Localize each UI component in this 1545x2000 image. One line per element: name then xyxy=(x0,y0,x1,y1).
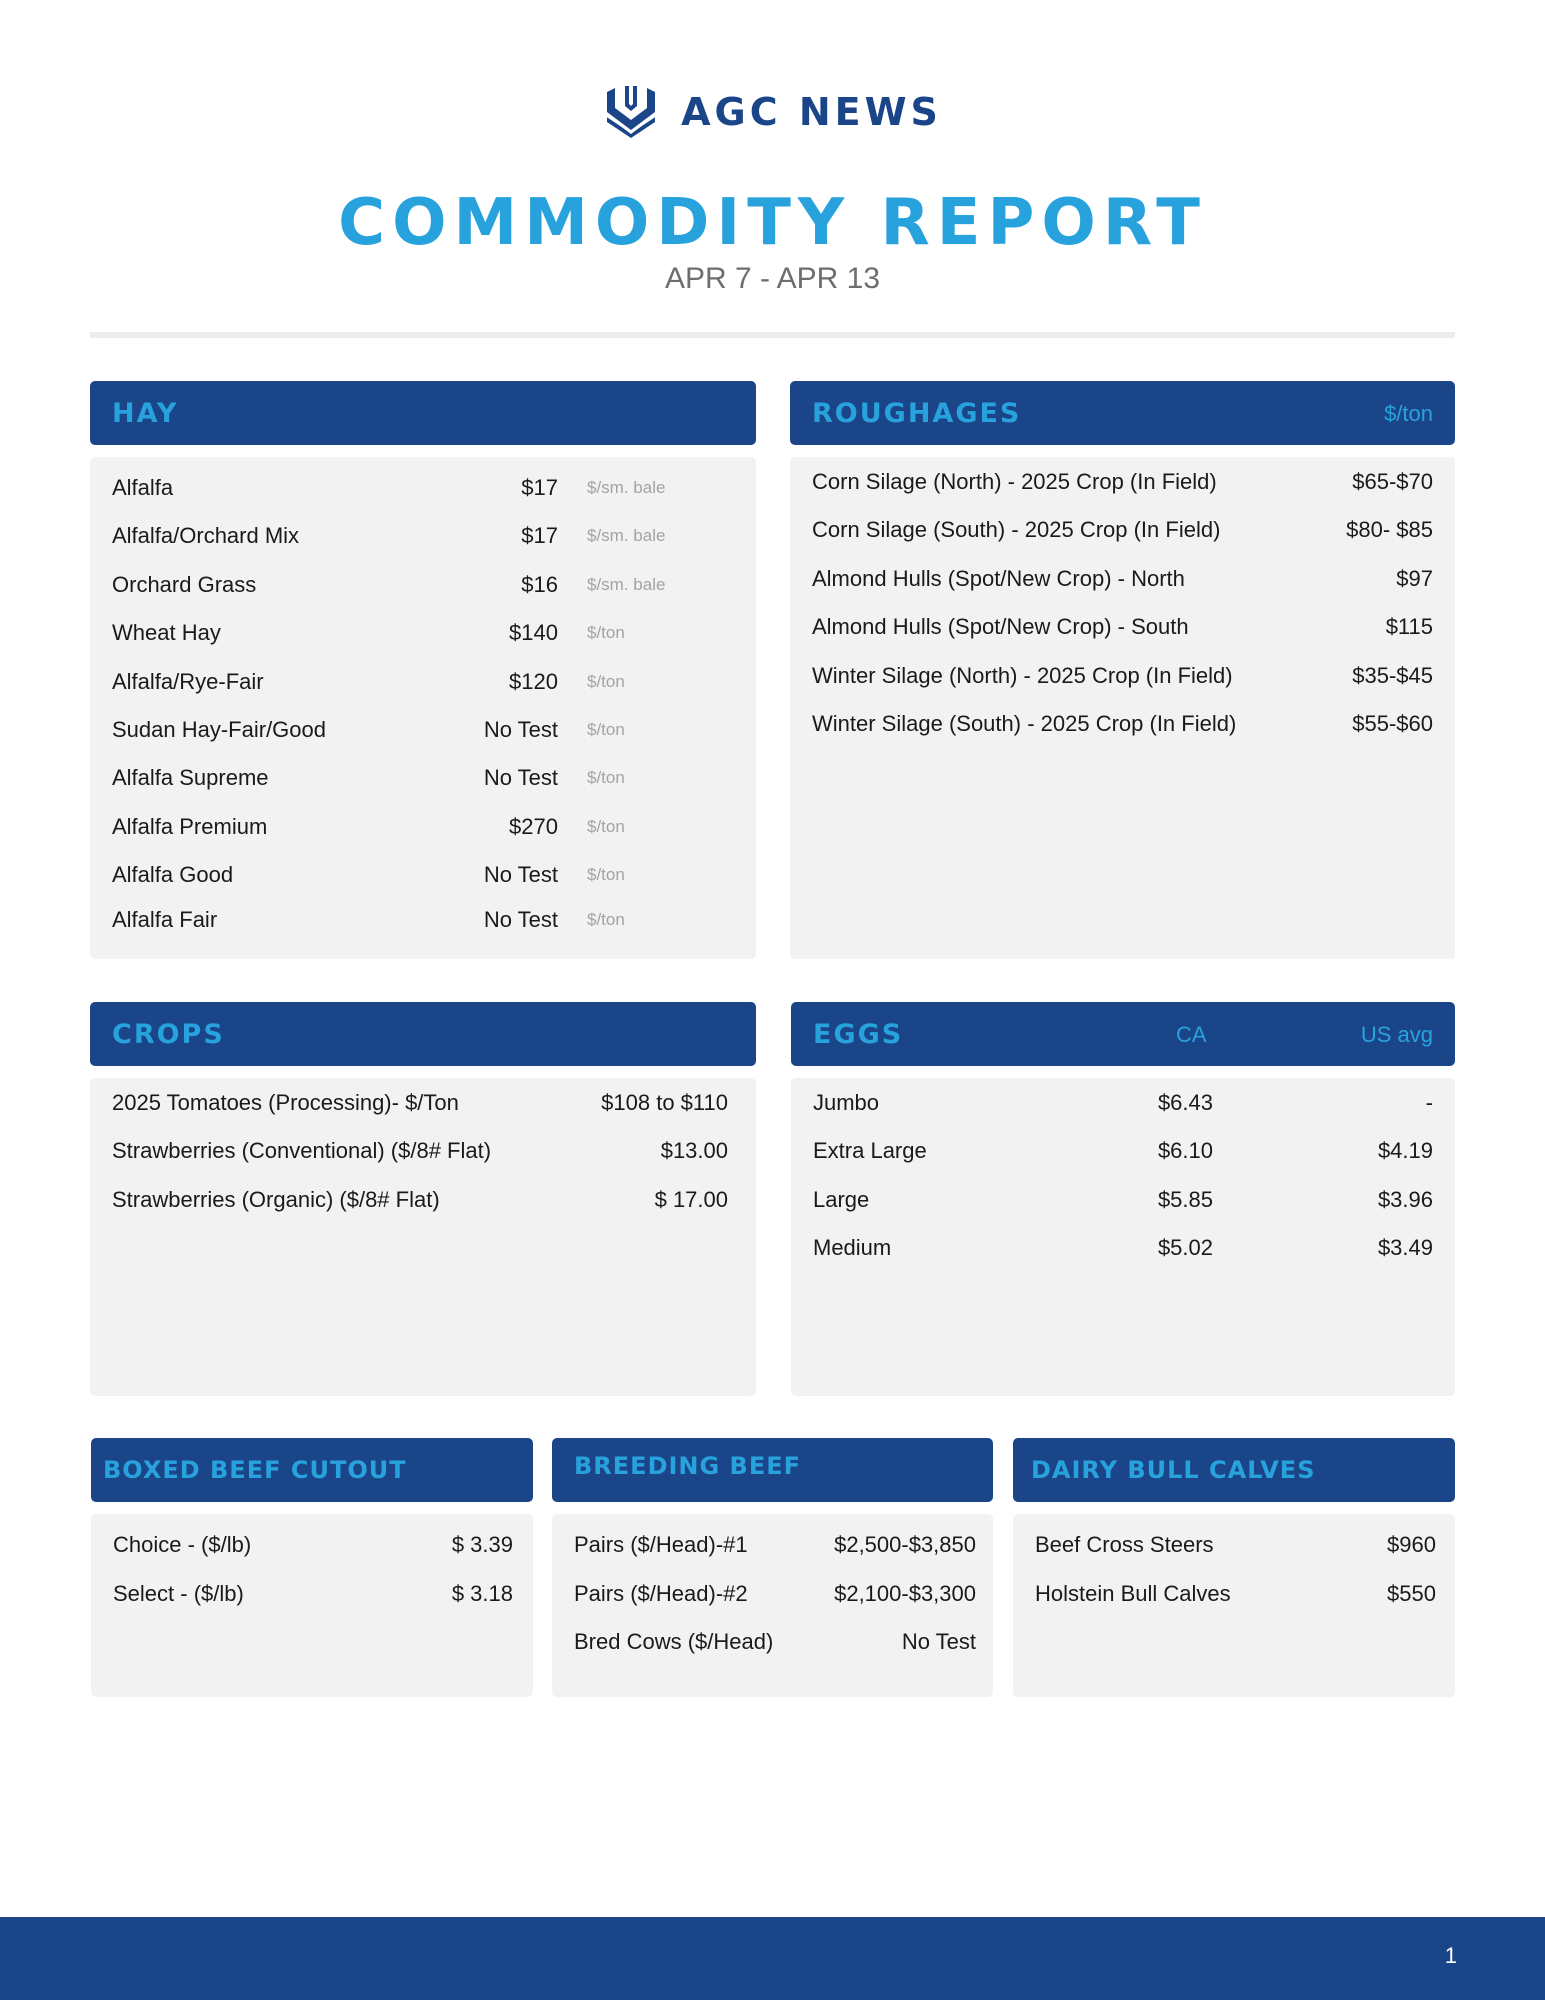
table-row xyxy=(790,512,1455,548)
table-row xyxy=(90,567,756,603)
item-price: No Test xyxy=(483,765,558,790)
table-row xyxy=(90,664,756,700)
item-unit: $/ton xyxy=(587,910,625,929)
table-row xyxy=(552,1624,993,1660)
item-name: Almond Hulls (Spot/New Crop) - South xyxy=(812,614,1189,639)
table-row xyxy=(552,1527,993,1563)
item-price: No Test xyxy=(483,862,558,887)
table-row xyxy=(790,464,1455,500)
item-name: Alfalfa Supreme xyxy=(112,765,269,790)
egg-grade: Jumbo xyxy=(813,1090,880,1115)
table-row xyxy=(90,857,756,893)
item-name: Pairs ($/Head)-#1 xyxy=(574,1532,748,1557)
eggs-col-us: US avg xyxy=(1360,1022,1433,1047)
item-price: $115 xyxy=(1385,614,1433,639)
table-row xyxy=(790,609,1455,645)
crops-title: CROPS xyxy=(112,1018,225,1050)
egg-price-ca: $5.02 xyxy=(1157,1235,1213,1260)
table-row xyxy=(90,615,756,651)
item-name: Alfalfa Premium xyxy=(112,814,268,839)
item-name: Beef Cross Steers xyxy=(1035,1532,1214,1557)
item-name: Alfalfa Good xyxy=(112,862,234,887)
item-price: $13.00 xyxy=(660,1138,728,1163)
boxed-beef-table xyxy=(91,1514,533,1697)
item-price: $550 xyxy=(1387,1581,1436,1606)
wheat-stripes-icon xyxy=(603,86,659,138)
item-name: Sudan Hay-Fair/Good xyxy=(112,717,326,742)
dairy-bull-title: DAIRY BULL CALVES xyxy=(1031,1456,1316,1484)
item-name: Strawberries (Organic) ($/8# Flat) xyxy=(112,1187,440,1212)
item-unit: $/ton xyxy=(587,720,625,739)
item-price: $97 xyxy=(1396,566,1433,591)
crops-table xyxy=(90,1078,756,1396)
item-name: Holstein Bull Calves xyxy=(1035,1581,1231,1606)
egg-grade: Extra Large xyxy=(813,1138,927,1163)
item-price: $270 xyxy=(509,814,558,839)
header-divider xyxy=(90,332,1455,338)
report-dates: APR 7 - APR 13 xyxy=(664,262,881,295)
table-row xyxy=(791,1182,1455,1218)
item-unit: $/ton xyxy=(587,817,625,836)
item-unit: $/sm. bale xyxy=(587,526,666,545)
item-price: No Test xyxy=(483,907,558,932)
item-name: Bred Cows ($/Head) xyxy=(574,1629,774,1654)
table-row xyxy=(790,561,1455,597)
egg-price-us: $3.96 xyxy=(1377,1187,1433,1212)
hay-table xyxy=(90,457,756,959)
table-row xyxy=(790,658,1455,694)
item-price: $ 3.39 xyxy=(451,1532,513,1557)
egg-price-ca: $6.43 xyxy=(1157,1090,1213,1115)
item-price: $960 xyxy=(1387,1532,1436,1557)
eggs-col-ca: CA xyxy=(1176,1022,1207,1047)
boxed-beef-header xyxy=(91,1438,533,1502)
dairy-bull-header xyxy=(1013,1438,1455,1502)
item-name: Winter Silage (North) - 2025 Crop (In Field) xyxy=(812,663,1233,688)
table-row xyxy=(90,470,756,506)
eggs-header xyxy=(791,1002,1455,1066)
item-price: $ 3.18 xyxy=(451,1581,513,1606)
eggs-title: EGGS xyxy=(813,1018,904,1050)
item-unit: $/ton xyxy=(587,623,625,642)
table-row xyxy=(1013,1527,1455,1563)
table-row xyxy=(90,1133,756,1169)
table-row xyxy=(90,518,756,554)
egg-price-us: - xyxy=(1425,1090,1433,1115)
table-row xyxy=(91,1576,533,1612)
item-price: $120 xyxy=(509,669,558,694)
egg-grade: Large xyxy=(813,1187,870,1212)
report-title: COMMODITY REPORT xyxy=(338,186,1207,260)
roughages-unit: $/ton xyxy=(1384,401,1433,426)
item-unit: $/sm. bale xyxy=(587,478,666,497)
item-name: Pairs ($/Head)-#2 xyxy=(574,1581,748,1606)
table-row xyxy=(790,706,1455,742)
item-name: Select - ($/lb) xyxy=(113,1581,244,1606)
page-number: 1 xyxy=(1444,1943,1457,1968)
boxed-beef-title: BOXED BEEF CUTOUT xyxy=(103,1456,407,1484)
item-price: No Test xyxy=(901,1629,976,1654)
eggs-table xyxy=(791,1078,1455,1396)
item-price: $2,100-$3,300 xyxy=(834,1581,976,1606)
table-row xyxy=(791,1230,1455,1266)
item-unit: $/ton xyxy=(587,865,625,884)
item-name: Choice - ($/lb) xyxy=(113,1532,252,1557)
footer-bar xyxy=(0,1917,1545,2000)
table-row xyxy=(90,902,756,938)
item-price: $17 xyxy=(521,475,558,500)
table-row xyxy=(91,1527,533,1563)
hay-title: HAY xyxy=(112,397,179,429)
table-row xyxy=(90,712,756,748)
item-name: Orchard Grass xyxy=(112,572,257,597)
egg-price-ca: $6.10 xyxy=(1157,1138,1213,1163)
table-row xyxy=(90,760,756,796)
item-price: No Test xyxy=(483,717,558,742)
item-price: $55-$60 xyxy=(1352,711,1433,736)
item-price: $ 17.00 xyxy=(654,1187,728,1212)
table-row xyxy=(791,1133,1455,1169)
item-name: Wheat Hay xyxy=(112,620,221,645)
egg-price-us: $3.49 xyxy=(1377,1235,1433,1260)
brand-name: AGC NEWS xyxy=(681,90,942,134)
item-name: Alfalfa/Orchard Mix xyxy=(112,523,300,548)
item-unit: $/ton xyxy=(587,672,625,691)
item-price: $16 xyxy=(521,572,558,597)
item-name: Corn Silage (North) - 2025 Crop (In Field) xyxy=(812,469,1217,494)
table-row xyxy=(90,1182,756,1218)
table-row xyxy=(1013,1576,1455,1612)
roughages-title: ROUGHAGES xyxy=(812,397,1022,429)
table-row xyxy=(552,1576,993,1612)
item-name: 2025 Tomatoes (Processing)- $/Ton xyxy=(112,1090,459,1115)
table-row xyxy=(791,1085,1455,1121)
item-price: $35-$45 xyxy=(1352,663,1433,688)
table-row xyxy=(90,1085,756,1121)
item-name: Almond Hulls (Spot/New Crop) - North xyxy=(812,566,1185,591)
item-name: Strawberries (Conventional) ($/8# Flat) xyxy=(112,1138,492,1163)
breeding-beef-header xyxy=(552,1438,993,1502)
item-name: Corn Silage (South) - 2025 Crop (In Field) xyxy=(812,517,1221,542)
item-price: $17 xyxy=(521,523,558,548)
item-price: $108 to $110 xyxy=(601,1090,728,1115)
item-name: Alfalfa xyxy=(112,475,174,500)
item-name: Winter Silage (South) - 2025 Crop (In Field) xyxy=(812,711,1237,736)
item-unit: $/ton xyxy=(587,768,625,787)
item-unit: $/sm. bale xyxy=(587,575,666,594)
item-price: $2,500-$3,850 xyxy=(834,1532,976,1557)
egg-grade: Medium xyxy=(813,1235,892,1260)
item-name: Alfalfa Fair xyxy=(112,907,218,932)
item-price: $65-$70 xyxy=(1352,469,1433,494)
item-price: $140 xyxy=(509,620,558,645)
roughages-header xyxy=(790,381,1455,445)
egg-price-us: $4.19 xyxy=(1377,1138,1433,1163)
masthead xyxy=(0,86,1545,138)
item-name: Alfalfa/Rye-Fair xyxy=(112,669,264,694)
breeding-beef-title: BREEDING BEEF xyxy=(574,1452,802,1480)
crops-header xyxy=(90,1002,756,1066)
item-price: $80- $85 xyxy=(1346,517,1433,542)
egg-price-ca: $5.85 xyxy=(1157,1187,1213,1212)
roughages-table xyxy=(790,457,1455,959)
dairy-bull-table xyxy=(1013,1514,1455,1697)
hay-header xyxy=(90,381,756,445)
breeding-beef-table xyxy=(552,1514,993,1697)
table-row xyxy=(90,809,756,845)
